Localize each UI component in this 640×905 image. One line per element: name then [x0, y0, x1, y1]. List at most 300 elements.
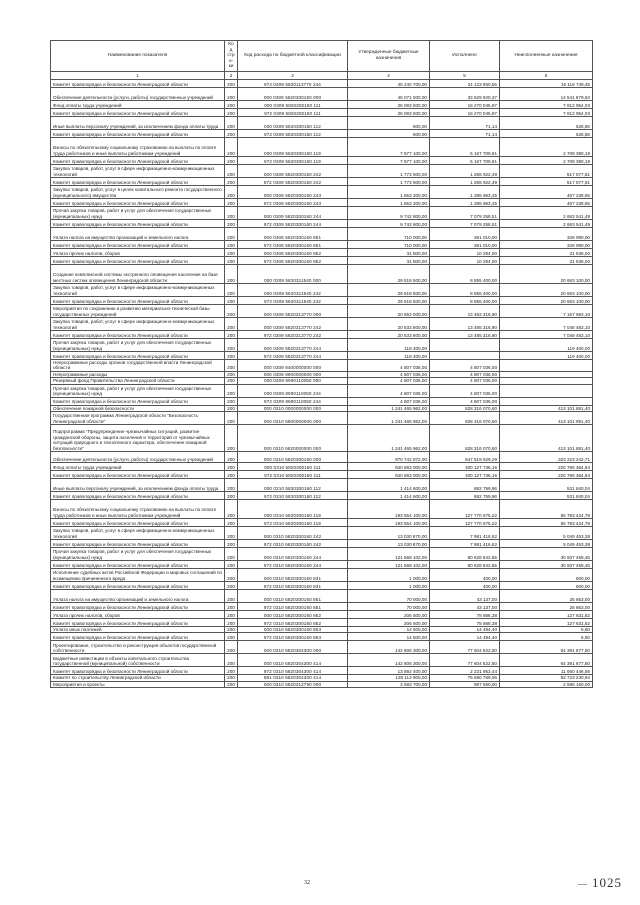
row-approved: 600,00: [348, 130, 430, 138]
row-approved: 840 883 000,00: [348, 471, 430, 479]
row-line-code: 200: [225, 186, 238, 199]
row-name: Прочая закупка товаров, работ и услуг для обеспечения государственных (муниципальных) нужд: [51, 339, 225, 352]
row-line-code: 200: [225, 463, 238, 471]
row-name: Уплата иных платежей: [51, 627, 225, 633]
row-executed: 7 079 258,51: [430, 207, 500, 220]
row-executed: 400,00: [430, 582, 500, 590]
row-unexecuted: 127 631,62: [500, 619, 593, 627]
row-line-code: 200: [225, 527, 238, 540]
row-unexecuted: 2 663 541,49: [500, 207, 593, 220]
row-budget-code: 000 0309 5820300160 000: [238, 88, 348, 101]
row-unexecuted: 14 541 879,63: [500, 88, 593, 101]
row-unexecuted: 20 663 100,00: [500, 284, 593, 297]
page-number: 32: [304, 880, 310, 886]
row-line-code: 200: [225, 619, 238, 627]
row-budget-code: 000 0310 5820300160 244: [238, 548, 348, 561]
row-line-code: 200: [225, 667, 238, 675]
row-unexecuted: 7 812 954,03: [500, 101, 593, 109]
header-code: Код расхода по бюджетной классификации: [238, 41, 348, 72]
row-unexecuted: 21 536,00: [500, 257, 593, 265]
table-row: [51, 360, 593, 372]
row-name: Комитет правопорядка и безопасности Ленинградской области: [51, 297, 225, 305]
table-row: [51, 80, 593, 88]
row-unexecuted: 65 783 424,78: [500, 500, 593, 519]
column-number: 4: [348, 72, 430, 80]
row-line-code: 200: [225, 339, 238, 352]
row-unexecuted: 600,00: [500, 569, 593, 582]
row-budget-code: 000 0310 5820304300 414: [238, 654, 348, 667]
table-row: [51, 492, 593, 500]
row-unexecuted: 7 812 954,03: [500, 109, 593, 117]
row-budget-code: 000 0310 5820304300 000: [238, 641, 348, 654]
row-name: Закупка товаров, работ, услуг в сфере информационно-коммуникационных технологий: [51, 527, 225, 540]
row-approved: 7 877 100,00: [348, 138, 430, 157]
row-approved: 70 000,00: [348, 590, 430, 603]
row-executed: 987 550,00: [430, 681, 500, 687]
row-unexecuted: 528,86: [500, 130, 593, 138]
row-approved: 193 554 100,00: [348, 519, 430, 527]
row-line-code: 200: [225, 88, 238, 101]
row-name: Комитет правопорядка и безопасности Ленинградской области: [51, 241, 225, 249]
row-line-code: 200: [225, 138, 238, 157]
row-approved: 1 853 200,00: [348, 186, 430, 199]
table-row: [51, 548, 593, 561]
row-name: Комитет правопорядка и безопасности Ленинградской области: [51, 109, 225, 117]
row-budget-code: 000 0309 5820300160 244: [238, 207, 348, 220]
row-name: Комитет по строительству Ленинградской области: [51, 675, 225, 681]
table-row: [51, 339, 593, 352]
row-approved: 1 414 600,00: [348, 479, 430, 492]
row-name: Комитет правопорядка и безопасности Ленинградской области: [51, 220, 225, 228]
row-approved: 20 533 800,00: [348, 318, 430, 331]
row-budget-code: 000 0309 5820311540 000: [238, 265, 348, 284]
row-line-code: 200: [225, 360, 238, 372]
row-line-code: 200: [225, 519, 238, 527]
row-approved: 4 807 036,00: [348, 378, 430, 384]
row-budget-code: 972 0310 5820304300 414: [238, 667, 348, 675]
row-approved: 1 241 465 962,00: [348, 405, 430, 411]
row-name: Комитет правопорядка и безопасности Ленинградской области: [51, 603, 225, 611]
row-name: Комитет правопорядка и безопасности Ленинградской области: [51, 471, 225, 479]
row-line-code: 200: [225, 479, 238, 492]
row-line-code: 200: [225, 384, 238, 397]
row-line-code: 200: [225, 590, 238, 603]
table-row: [51, 397, 593, 405]
table-row: [51, 305, 593, 318]
row-name: Прочая закупка товаров, работ и услуг для обеспечения государственных (муниципальных) нужд: [51, 207, 225, 220]
row-unexecuted: 328 990,00: [500, 228, 593, 241]
row-unexecuted: 16 116 749,45: [500, 80, 593, 88]
row-approved: 29 518 500,00: [348, 265, 430, 284]
row-unexecuted: 5,60: [500, 633, 593, 641]
row-unexecuted: 64 391 677,50: [500, 654, 593, 667]
row-executed: 4 807 036,00: [430, 360, 500, 372]
row-unexecuted: 328 990,00: [500, 241, 593, 249]
table-row: [51, 199, 593, 207]
row-line-code: 200: [225, 641, 238, 654]
table-row: [51, 561, 593, 569]
row-approved: 31 800,00: [348, 249, 430, 257]
row-name: Создание комплексной системы экстренного оповещения населения на базе местных систем оповещения Ленинградской области: [51, 265, 225, 284]
row-executed: 13 485 316,90: [430, 331, 500, 339]
row-approved: 9 742 800,00: [348, 207, 430, 220]
row-budget-code: 972 0309 5820300160 852: [238, 257, 348, 265]
row-unexecuted: 517 577,51: [500, 165, 593, 178]
row-unexecuted: 65 783 424,78: [500, 519, 593, 527]
table-row: [51, 331, 593, 339]
row-budget-code: 972 0310 5820300160 244: [238, 561, 348, 569]
row-budget-code: 000 0310 5820000000 000: [238, 425, 348, 452]
row-executed: 18 270 045,97: [430, 109, 500, 117]
row-executed: 77 604 622,50: [430, 641, 500, 654]
row-line-code: 200: [225, 540, 238, 548]
row-approved: 1 241 465 962,00: [348, 425, 430, 452]
row-unexecuted: 20 663 100,00: [500, 265, 593, 284]
row-executed: 1 385 963,45: [430, 199, 500, 207]
row-executed: 7 981 416,62: [430, 527, 500, 540]
row-budget-code: 000 0310 5820300160 853: [238, 627, 348, 633]
row-unexecuted: 7 048 483,10: [500, 318, 593, 331]
row-executed: 71,14: [430, 117, 500, 130]
row-executed: 13 482 316,90: [430, 305, 500, 318]
table-row: [51, 681, 593, 687]
column-number: 2: [225, 72, 238, 80]
row-approved: 13 030 870,00: [348, 527, 430, 540]
row-name: Комитет правопорядка и безопасности Ленинградской области: [51, 519, 225, 527]
row-unexecuted: 600,00: [500, 582, 593, 590]
row-line-code: 200: [225, 397, 238, 405]
row-name: Непрограммные расходы: [51, 371, 225, 377]
row-budget-code: 972 0310 5820300160 851: [238, 603, 348, 611]
row-executed: 5 167 709,81: [430, 157, 500, 165]
row-approved: 70 000,00: [348, 603, 430, 611]
column-number: 6: [500, 72, 593, 80]
header-name: Наименование показателя: [51, 41, 225, 72]
row-executed: 2 231 953,44: [430, 667, 500, 675]
row-name: Комитет правопорядка и безопасности Ленинградской области: [51, 561, 225, 569]
table-row: [51, 241, 593, 249]
table-row: [51, 412, 593, 425]
table-row: [51, 109, 593, 117]
row-budget-code: 972 0309 8990110050 244: [238, 397, 348, 405]
row-budget-code: 972 0309 5820300160 243: [238, 199, 348, 207]
row-line-code: 200: [225, 207, 238, 220]
row-budget-code: 972 0309 5820311540 242: [238, 297, 348, 305]
row-budget-code: 000 0309 8900000000 000: [238, 371, 348, 377]
row-line-code: 200: [225, 452, 238, 463]
row-executed: 8 855 400,00: [430, 265, 500, 284]
row-line-code: 200: [225, 178, 238, 186]
row-executed: 400,00: [430, 569, 500, 582]
row-executed: 828 316 070,60: [430, 412, 500, 425]
row-executed: 400 127 736,16: [430, 463, 500, 471]
row-name: Бюджетные инвестиции в объекты капитального строительства государственной (муниципальной) собственности: [51, 654, 225, 667]
table-row: [51, 297, 593, 305]
row-budget-code: 972 0310 5820300160 111: [238, 471, 348, 479]
row-line-code: 200: [225, 297, 238, 305]
budget-sheet: [50, 40, 592, 875]
row-budget-code: 000 0310 5800000000 000: [238, 412, 348, 425]
row-line-code: 200: [225, 165, 238, 178]
row-executed: 5 167 709,81: [430, 138, 500, 157]
row-unexecuted: 220 765 364,84: [500, 471, 593, 479]
row-name: Комитет правопорядка и безопасности Ленинградской области: [51, 130, 225, 138]
table-row: [51, 471, 593, 479]
table-row: [51, 318, 593, 331]
table-row: [51, 88, 593, 101]
row-name: Комитет правопорядка и безопасности Ленинградской области: [51, 492, 225, 500]
row-approved: 600,00: [348, 117, 430, 130]
row-budget-code: 000 0309 5820313770 244: [238, 339, 348, 352]
row-executed: 400 127 736,16: [430, 471, 500, 479]
row-approved: 1 773 500,00: [348, 178, 430, 186]
row-executed: 14 494,40: [430, 633, 500, 641]
table-row: [51, 569, 593, 582]
row-executed: 1 255 922,49: [430, 165, 500, 178]
row-approved: 840 883 000,00: [348, 463, 430, 471]
row-line-code: 200: [225, 561, 238, 569]
table-row: [51, 178, 593, 186]
row-executed: 7 079 258,51: [430, 220, 500, 228]
row-executed: [430, 352, 500, 360]
row-approved: 710 000,00: [348, 228, 430, 241]
row-unexecuted: 2 709 390,19: [500, 138, 593, 157]
row-unexecuted: 323 223 242,71: [500, 452, 593, 463]
row-line-code: 200: [225, 265, 238, 284]
row-name: Комитет правопорядка и безопасности Ленинградской области: [51, 157, 225, 165]
row-budget-code: 972 0309 5820300160 242: [238, 178, 348, 186]
row-unexecuted: 531 840,04: [500, 492, 593, 500]
row-approved: 119 400,00: [348, 339, 430, 352]
table-row: [51, 130, 593, 138]
row-executed: 127 770 675,22: [430, 519, 500, 527]
table-row: [51, 384, 593, 397]
row-budget-code: 000 0309 5820313770 000: [238, 305, 348, 318]
table-row: [51, 654, 593, 667]
row-line-code: 200: [225, 305, 238, 318]
table-row: [51, 667, 593, 675]
row-approved: 128 113 900,00: [348, 675, 430, 681]
row-approved: 26 083 000,00: [348, 101, 430, 109]
row-approved: 20 653 000,00: [348, 305, 430, 318]
row-line-code: 200: [225, 425, 238, 452]
row-approved: 121 568 102,00: [348, 561, 430, 569]
row-line-code: 200: [225, 257, 238, 265]
row-budget-code: 000 0309 5820311540 242: [238, 284, 348, 297]
table-row: [51, 500, 593, 519]
row-budget-code: 000 0310 5820300160 112: [238, 479, 348, 492]
row-unexecuted: 5 049 453,38: [500, 540, 593, 548]
row-executed: 882 759,96: [430, 479, 500, 492]
row-unexecuted: 21 536,00: [500, 249, 593, 257]
table-row: [51, 284, 593, 297]
row-budget-code: 000 0309 5820300160 111: [238, 101, 348, 109]
row-executed: 78 868,38: [430, 611, 500, 619]
header-unexecuted: Неисполненные назначения: [500, 41, 593, 72]
header-approved: Утвержденные бюджетные назначения: [348, 41, 430, 72]
row-budget-code: 000 0309 8990110050 000: [238, 378, 348, 384]
table-body: [51, 80, 593, 688]
row-executed: 90 628 642,55: [430, 561, 500, 569]
row-unexecuted: 5 049 453,38: [500, 527, 593, 540]
row-line-code: 200: [225, 548, 238, 561]
row-budget-code: 000 0310 5820300160 831: [238, 569, 348, 582]
row-budget-code: 972 0310 5820300160 853: [238, 633, 348, 641]
row-budget-code: 000 0310 0000000000 000: [238, 405, 348, 411]
row-unexecuted: 517 577,51: [500, 178, 593, 186]
row-name: Комитет правопорядка и безопасности Ленинградской области: [51, 619, 225, 627]
row-executed: 4 807 036,00: [430, 378, 500, 384]
row-name: Исполнение судебных актов Российской Федерации и мировых соглашений по возмещению причиненного вреда: [51, 569, 225, 582]
row-line-code: 200: [225, 627, 238, 633]
row-executed: 77 604 622,50: [430, 654, 500, 667]
table-row: [51, 249, 593, 257]
row-unexecuted: 467 236,55: [500, 186, 593, 199]
table-row: [51, 611, 593, 619]
row-name: Уплата налога на имущество организаций и земельного налога: [51, 590, 225, 603]
row-budget-code: 000 0309 8400000000 000: [238, 360, 348, 372]
row-name: Взносы по обязательному социальному страхованию на выплаты по оплате труда работников и иные выплаты работникам учреждений: [51, 500, 225, 519]
row-approved: 119 400,00: [348, 352, 430, 360]
row-name: Иные выплаты персоналу учреждений, за исключением фонда оплаты труда: [51, 479, 225, 492]
row-budget-code: 972 0309 5820300160 244: [238, 220, 348, 228]
row-budget-code: 972 0309 5820313770 244: [238, 352, 348, 360]
row-unexecuted: 119 400,00: [500, 352, 593, 360]
row-approved: 970 742 872,00: [348, 452, 430, 463]
row-executed: 381 010,00: [430, 241, 500, 249]
row-executed: 647 519 629,29: [430, 452, 500, 463]
row-approved: 31 800,00: [348, 257, 430, 265]
row-budget-code: 972 0310 5820300160 119: [238, 519, 348, 527]
row-budget-code: 000 0310 5820300160 000: [238, 452, 348, 463]
row-budget-code: 000 0310 5820312790 000: [238, 681, 348, 687]
row-name: Уплата прочих налогов, сборов: [51, 249, 225, 257]
row-executed: 14 494,40: [430, 627, 500, 633]
row-name: Иные выплаты персоналу учреждений, за исключением фонда оплаты труда: [51, 117, 225, 130]
row-unexecuted: 413 101 891,40: [500, 412, 593, 425]
row-executed: 882 759,96: [430, 492, 500, 500]
row-executed: 71,14: [430, 130, 500, 138]
row-line-code: 200: [225, 681, 238, 687]
row-approved: 1 000,00: [348, 582, 430, 590]
row-line-code: 200: [225, 378, 238, 384]
row-unexecuted: 413 101 891,40: [500, 405, 593, 411]
row-approved: 4 807 036,00: [348, 360, 430, 372]
table-row: [51, 582, 593, 590]
row-budget-code: 972 0310 5820300160 852: [238, 619, 348, 627]
row-approved: 48 071 000,00: [348, 88, 430, 101]
row-name: Комитет правопорядка и безопасности Ленинградской области: [51, 352, 225, 360]
row-budget-code: 972 0310 5820300160 112: [238, 492, 348, 500]
row-approved: 14 500,00: [348, 627, 430, 633]
row-name: Непрограммные расходы органов государственной власти Ленинградской области: [51, 360, 225, 372]
row-approved: 193 554 100,00: [348, 500, 430, 519]
row-executed: 7 981 416,62: [430, 540, 500, 548]
table-row: [51, 452, 593, 463]
row-name: Комитет правопорядка и безопасности Ленинградской области: [51, 540, 225, 548]
row-unexecuted: 20 663 100,00: [500, 297, 593, 305]
row-executed: 1 255 922,49: [430, 178, 500, 186]
table-row: [51, 590, 593, 603]
row-budget-code: 972 0310 5820300160 242: [238, 540, 348, 548]
row-executed: 10 264,00: [430, 257, 500, 265]
row-unexecuted: 2 596 150,00: [500, 681, 593, 687]
row-unexecuted: 119 400,00: [500, 339, 593, 352]
row-budget-code: 981 0310 5820304300 414: [238, 675, 348, 681]
row-budget-code: 972 0309 5820300160 119: [238, 157, 348, 165]
row-budget-code: 000 0309 5820300160 851: [238, 228, 348, 241]
row-line-code: 200: [225, 220, 238, 228]
table-row: [51, 633, 593, 641]
row-name: Обеспечение деятельности (услуги, работы) государственных учреждений: [51, 88, 225, 101]
row-line-code: 200: [225, 582, 238, 590]
row-name: Комитет правопорядка и безопасности Ленинградской области: [51, 80, 225, 88]
row-approved: 29 518 500,00: [348, 297, 430, 305]
table-row: [51, 138, 593, 157]
row-approved: 206 500,00: [348, 619, 430, 627]
row-name: Комитет правопорядка и безопасности Ленинградской области: [51, 178, 225, 186]
row-approved: 142 806 300,00: [348, 641, 430, 654]
row-budget-code: 000 0310 5820300160 111: [238, 463, 348, 471]
row-name: Мероприятия по сохранению и развитию материально-технической базы государственных учреждений: [51, 305, 225, 318]
row-name: Фонд оплаты труда учреждений: [51, 463, 225, 471]
column-number-row: [51, 72, 593, 80]
row-approved: 206 500,00: [348, 611, 430, 619]
row-executed: 13 485 316,90: [430, 318, 500, 331]
row-executed: 33 529 920,37: [430, 88, 500, 101]
row-name: Уплата налога на имущество организаций и земельного налога: [51, 228, 225, 241]
row-name: Мероприятия и проекты: [51, 681, 225, 687]
row-line-code: 200: [225, 471, 238, 479]
table-row: [51, 101, 593, 109]
row-budget-code: 000 0309 5820300160 852: [238, 249, 348, 257]
header-executed: Исполнено: [430, 41, 500, 72]
row-unexecuted: 531 840,04: [500, 479, 593, 492]
row-executed: [430, 339, 500, 352]
row-executed: 4 807 036,00: [430, 384, 500, 397]
row-unexecuted: 528,86: [500, 117, 593, 130]
row-approved: 13 030 870,00: [348, 540, 430, 548]
row-line-code: 200: [225, 603, 238, 611]
table-row: [51, 186, 593, 199]
row-name: Обеспечение пожарной безопасности: [51, 405, 225, 411]
row-budget-code: 000 0309 5820313770 242: [238, 318, 348, 331]
table-row: [51, 117, 593, 130]
row-name: Комитет правопорядка и безопасности Ленинградской области: [51, 582, 225, 590]
column-number: 5: [430, 72, 500, 80]
column-number: 1: [51, 72, 225, 80]
table-row: [51, 265, 593, 284]
row-name: Комитет правопорядка и безопасности Ленинградской области: [51, 257, 225, 265]
table-row: [51, 352, 593, 360]
row-approved: 3 583 700,00: [348, 681, 430, 687]
row-approved: 26 083 000,00: [348, 109, 430, 117]
row-unexecuted: 11 660 446,56: [500, 667, 593, 675]
column-number: 3: [238, 72, 348, 80]
row-line-code: 200: [225, 284, 238, 297]
row-unexecuted: [500, 397, 593, 405]
row-name: Комитет правопорядка и безопасности Ленинградской области: [51, 199, 225, 207]
row-line-code: 200: [225, 412, 238, 425]
row-unexecuted: 30 937 459,45: [500, 548, 593, 561]
row-name: Резервный фонд Правительства Ленинградской области: [51, 378, 225, 384]
row-executed: 1 385 963,45: [430, 186, 500, 199]
row-line-code: 200: [225, 228, 238, 241]
row-name: Подпрограмма "Предупреждение чрезвычайных ситуаций, развитие гражданской обороны, защита населения и территорий от чрезвычайных ситуаций природного и техногенного характера, обеспечение пожарной безопасности": [51, 425, 225, 452]
budget-table: [50, 40, 593, 688]
row-name: Прочая закупка товаров, работ и услуг для обеспечения государственных (муниципальных) нужд: [51, 548, 225, 561]
table-row: [51, 425, 593, 452]
